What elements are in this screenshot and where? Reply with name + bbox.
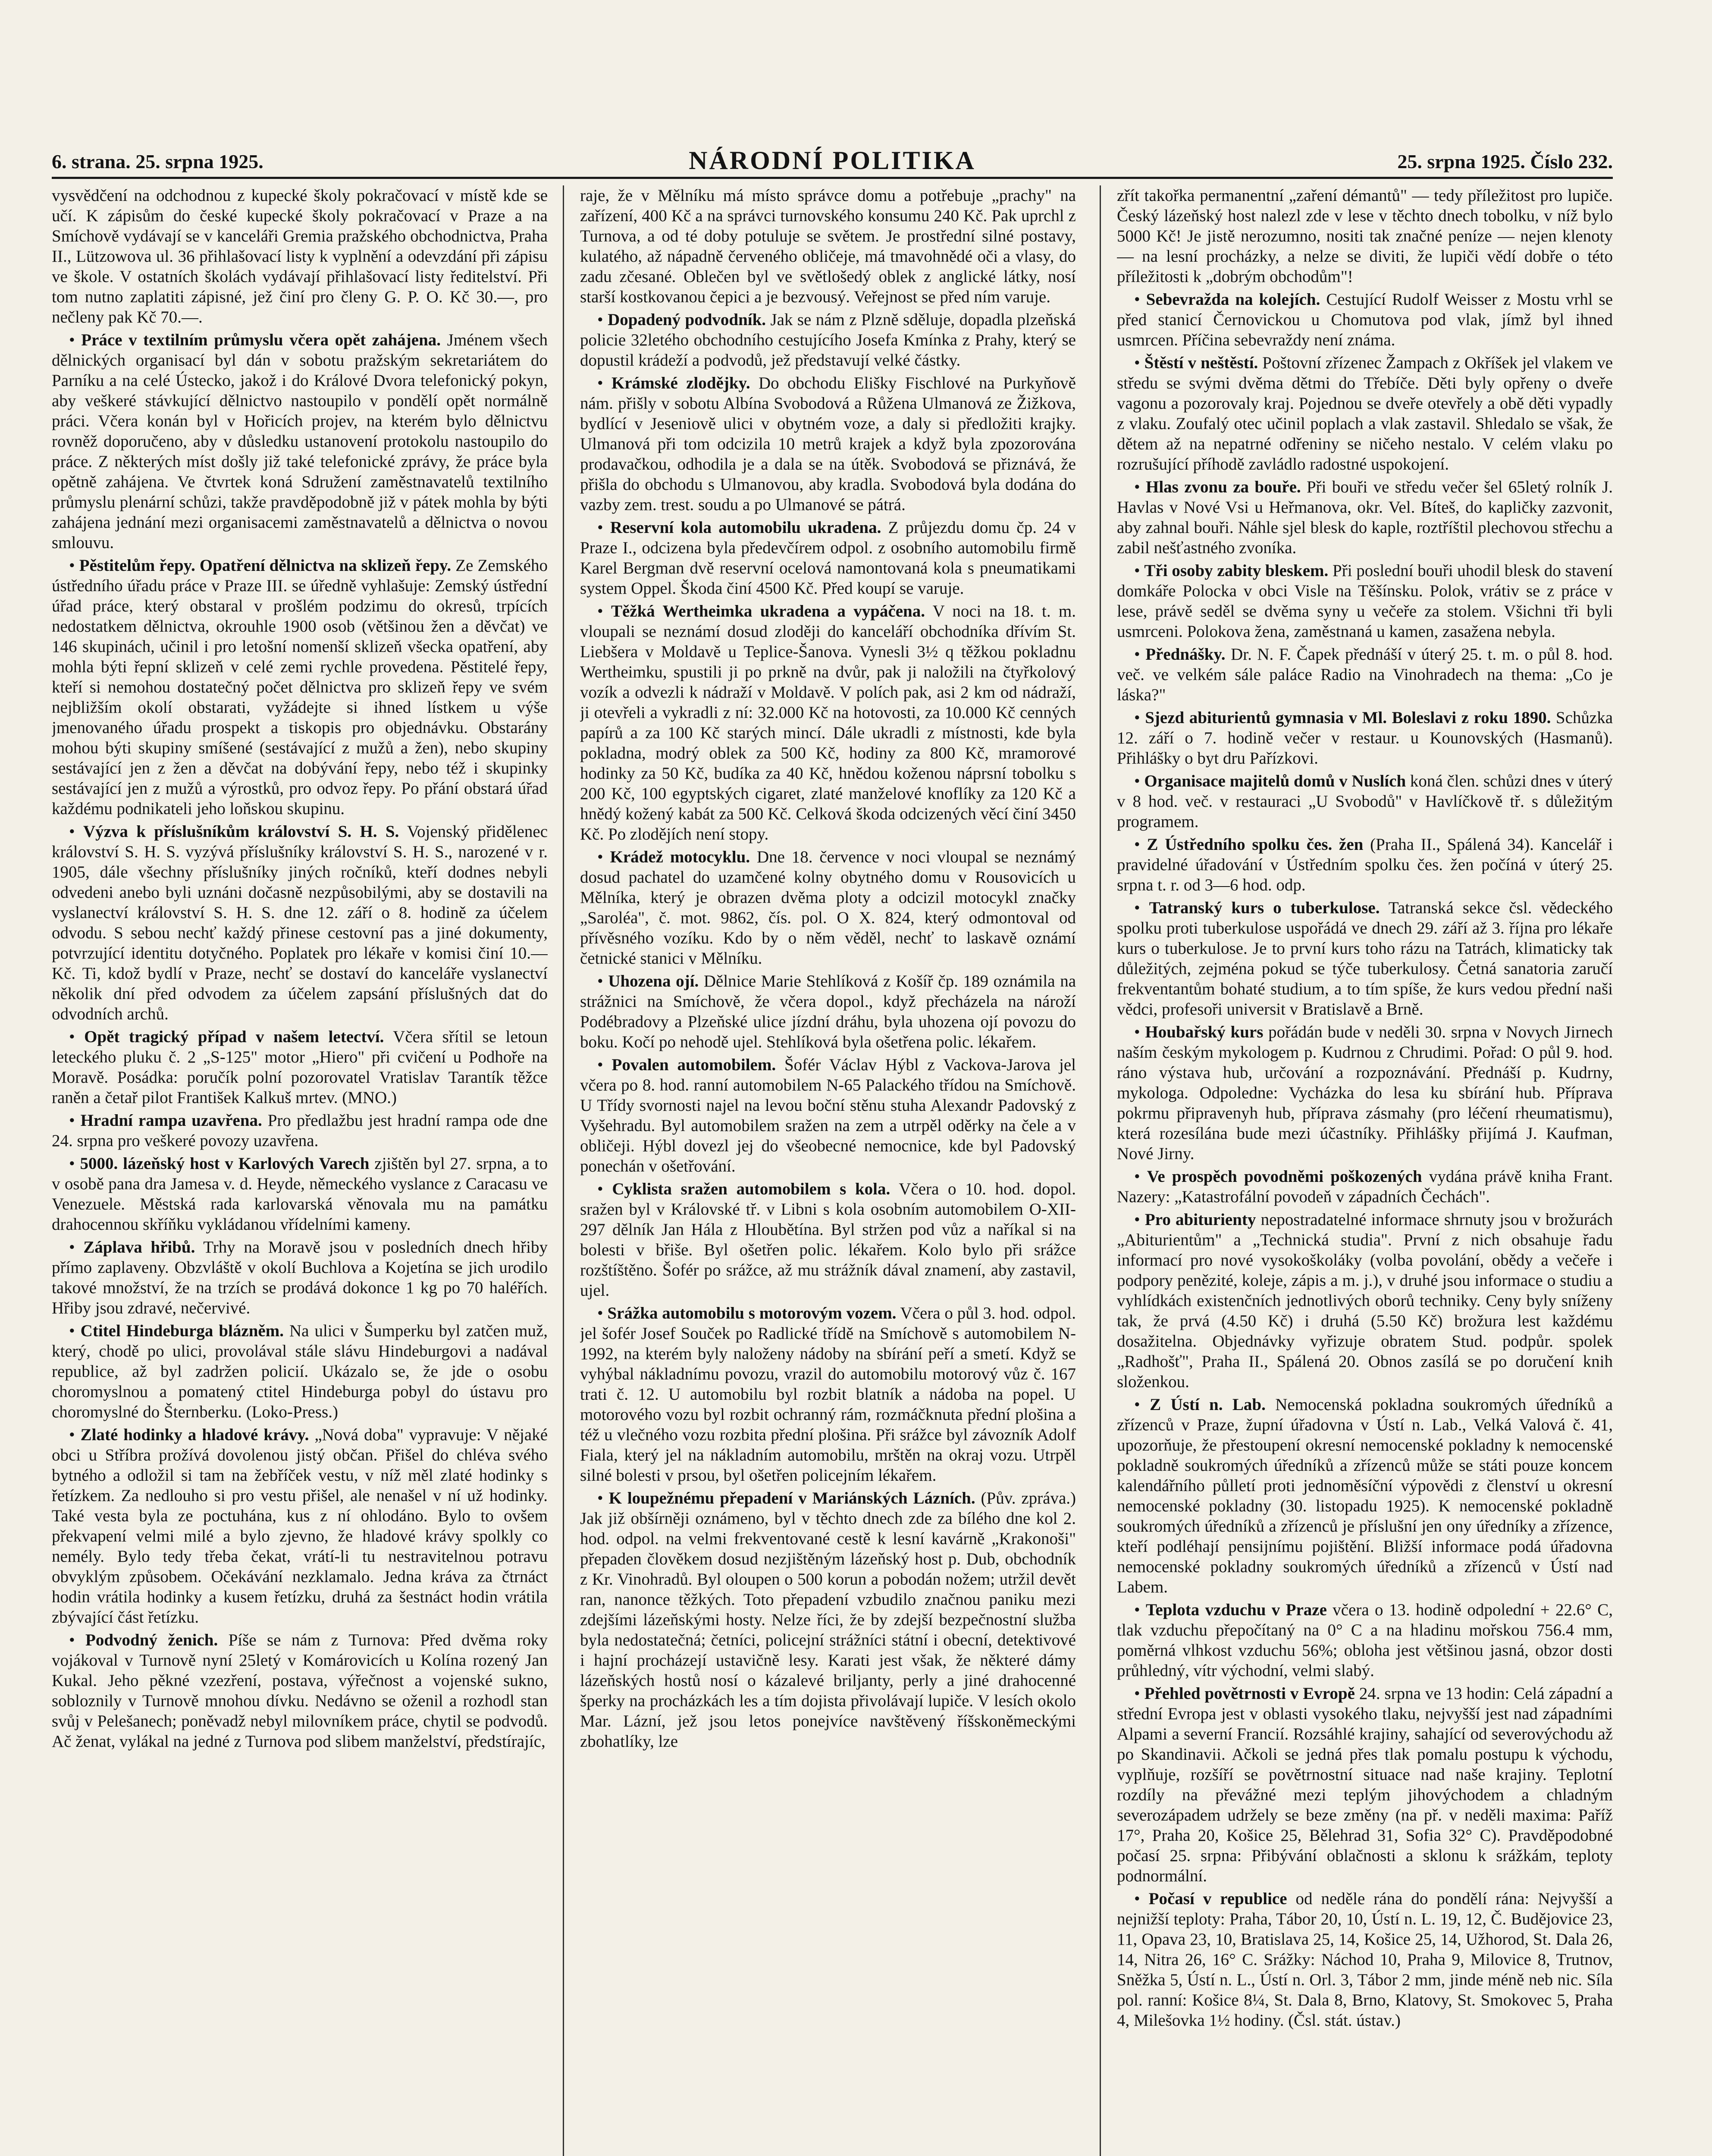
article-item: • Opět tragický případ v našem letectví. Včera sřítil se letoun leteckého pluku č. 2 „S-125" motor „Hiero" při cvičení u Podhoře na Moravě. Posádka: poručík polní pozorovatel Vratislav Tarantík těžce raněn a četař pilot František Kalkuš mrtev. (MNO.): [52, 1028, 548, 1107]
article-headline: Reservní kola automobilu ukradena.: [610, 518, 881, 537]
article-item: • Pěstitelům řepy. Opatření dělnictva na sklizeň řepy. Ze Zemského ústředního úřadu práce v Praze III. se úředně vyhlašuje: Zemský ústřední úřad práce, který obstaral v prošlém podzimu do okresů, trpících nedostatkem dělnictva, okrouhle 1900 osob (většinou žen a děvčat) ve 146 skupinách, učinil i pro letošní nomenší sklizeň všecka opatření, aby mohla býti řepní sklizeň v celé zemi rychle provedena. Pěstitelé řepy, kteří si nemohou dostatečný počet dělnictva pro sklizeň řepy ve svém nejbližším okolí obstarati, vyžádejte si ihned lístkem u výše jmenovaného úřadu prospekt a tiskopis pro objednávku. Obstarány mohou býti skupiny smíšené (sestávající z mužů a žen), nebo skupiny sestávající jen z žen a děvčat na dobývání řepy, nebo též i skupinky sestávající jen z mužů a výrostků, pro odvoz řepy. Po přání obstará úřad každému podnikateli jeho loňskou skupinu.: [52, 556, 548, 818]
article-headline: Ve prospěch povodněmi poškozených: [1147, 1167, 1422, 1186]
article-headline: Výzva k příslušníkům království S. H. S.: [83, 822, 399, 841]
article-item: • Výzva k příslušníkům království S. H. S. Vojenský přidělenec království S. H. S. vyzývá příslušníky království S. H. S., narozené v r. 1905, dále všechny příslušníky jiných ročníků, kteří dodnes nebyli odvedeni anebo byli uznáni dočasně nezpůsobilými, aby se dostavili na vyslanectví království S. H. S. dne 12. září o 8. hodině za účelem odvodu. S sebou nechť každý přinese cestovní pas a jiné dokumenty, potvrzující identitu dotyčného. Poplatek pro lékaře v komisi činí 10.— Kč. Ti, kdož bydlí v Praze, nechť se dostaví do kanceláře vyslanectví několik dní před odvodem za účelem zapsání příslušných dat do odvodních archů.: [52, 822, 548, 1023]
article-headline: Štěstí v neštěstí.: [1144, 354, 1258, 372]
article-headline: Teplota vzduchu v Praze: [1146, 1601, 1327, 1619]
article-item: [52, 185, 548, 327]
article-body: Nemocenská pokladna soukromých úředníků a zřízenců v Praze, župní úřadovna v Ústí n. Lab., Velká Valová č. 41, upozorňuje, že přestoupení okresní nemocenské pokladny k nemocenské pokladně soukromých úředníků a zřízenců může se státi pouze koncem kalendářního půlletí proti jednoměsíční výpovědi z členství u okresní nemocenské pokladny (30. listopadu 1925). K nemocenské pokladně soukromých úředníků a zřízenců je příslušní jen ony úředníky a zřízence, kteří podléhají pensijnímu pojištění. Bližší informace podá úřadovna nemocenské pokladny soukromých úředníků a zřízenců v Ústí nad Labem.: [1117, 1395, 1613, 1596]
article-body: Včera o 10. hod. dopol. sražen byl v Královské tř. v Libni s kola osobním automobilem O-XII-297 dělník Jan Hála z Hloubětína. Byl stržen pod vůz a naříkal si na bolesti v břiše. Byl ošetřen polic. lékařem. Kolo bylo při srážce rozštíštěno. Šofér po srážce, až mu strážník dával znamení, aby zastavil, ujel.: [580, 1180, 1076, 1300]
article-headline: Srážka automobilu s motorovým vozem.: [607, 1304, 897, 1322]
article-item: • Záplava hřibů. Trhy na Moravě jsou v posledních dnech hřiby přímo zaplaveny. Obzvláště v okolí Buchlova a Kojetína se jich urodilo takové množství, že na trzích se prodává dokonce 1 kg po 70 haléřích. Hřiby jsou zdravé, nečervivé.: [52, 1238, 548, 1317]
article-headline: Hlas zvonu za bouře.: [1146, 478, 1301, 496]
article-body: Jménem všech dělnických organisací byl dán v sobotu pražským sekretariátem do Parníku a na celé Ústecko, jakož i do Králové Dvora telefonický pokyn, aby veškeré stávkující dělnictvo nastoupilo v pondělí opět normálně práci. Včera konán byl v Hořicích projev, na kterém bylo dělnictvu rovněž doporučeno, aby v důsledku ustanovení protokolu nastoupilo do práce. Z některých míst došly již také telefonické zprávy, že práce byla opětně zahájena. Ve čtvrtek koná Sdružení zaměstnavatelů textilního průmyslu plenární schůzi, takže pravděpodobně již v pátek mohla by býti zahájena jednání mezi organisacemi zaměstnavatelů a dělnictva o novou smlouvu.: [52, 331, 548, 552]
article-body: (Pův. zpráva.) Jak již obšírněji oznámeno, byl v těchto dnech zde za bílého dne kol 2. hod. odpol. na velmi frekventované cestě k lesní kavárně „Krakonoši" přepaden člověkem dosud nezjištěným lázeňský host p. Dub, obchodník z Kr. Vinohradů. Byl oloupen o 500 korun a pobodán nožem; utržil devět ran, nanonce těžkých. Toto přepadení vzbudilo značnou paniku mezi zdejšími lázeňskými hosty. Nelze říci, že by zdejší bezpečnostní služba byla nedostatečná; četníci, policejní strážníci státní i obecní, detektivové i hajní procházejí ustavičně lesy. Karati jest však, že některé dámy lázeňských hostů nosí o kázalevé briljanty, perly a jiné drahocenné šperky na procházkách les a tím dojista přivolávají lupiče. V lesích okolo Mar. Lázní, jež jsou letos ponejvíce navštěvený říšskoněmeckými zbohatlíky, lze: [580, 1489, 1076, 1751]
article-item: • Přednášky. Dr. N. F. Čapek přednáší v úterý 25. t. m. o půl 8. hod. več. ve velkém sále paláce Radio na Vinohradech na thema: „Co je láska?": [1117, 645, 1613, 704]
article-body: Na ulici v Šumperku byl zatčen muž, který, chodě po ulici, provolával stále slávu Hindeburgovi a nadával republice, až byl zadržen policií. Ukázalo se, že jde o osobu choromyslnou a pomatený ctitel Hindeburga pobyl do ústavu pro choromyslné do Šternberku. (Loko-Press.): [52, 1322, 548, 1421]
article-item: • Štěstí v neštěstí. Poštovní zřízenec Žampach z Okříšek jel vlakem ve středu se svými dvěma dětmi do Třebíče. Děti byly opřeny o dveře vagonu a pozorovaly kraj. Pojednou se dveře otevřely a obě děti vypadly z vlaku. Zoufalý otec učinil poplach a vlak zastavil. Shledalo se však, že dětem až na nepatrné odřeniny se ničeho nestalo. V celém vlaku po rozrušující příhodě zavládlo radostné uspokojení.: [1117, 354, 1613, 473]
article-headline: Pěstitelům řepy. Opatření dělnictva na sklizeň řepy.: [79, 556, 452, 575]
article-headline: Organisace majitelů domů v Nuslích: [1144, 772, 1406, 790]
article-body: Dělnice Marie Stehlíková z Košíř čp. 189 oznámila na strážnici na Smíchově, že včera dopol., když přecházela na nároží Podébradovy a Plzeňské ulice jízdní dráhu, byla uhozena ojí povozu do boku. Kočí po nehodě ujel. Stehlíková byla ošetřena polic. lékařem.: [580, 972, 1076, 1051]
article-item: • Cyklista sražen automobilem s kola. Včera o 10. hod. dopol. sražen byl v Královské tř. v Libni s kola osobním automobilem O-XII-297 dělník Jan Hála z Hloubětína. Byl stržen pod vůz a naříkal si na bolesti v břiše. Byl ošetřen polic. lékařem. Kolo bylo při srážce rozštíštěno. Šofér po srážce, až mu strážník dával znamení, aby zastavil, ujel.: [580, 1180, 1076, 1300]
article-body: Pro předlažbu jest hradní rampa ode dne 24. srpna pro veškeré povozy uzavřena.: [52, 1111, 548, 1150]
article-item: • Reservní kola automobilu ukradena. Z průjezdu domu čp. 24 v Praze I., odcizena byla předevčírem odpol. z osobního automobilu firmě Karel Bergman dvě reservní ocelová namontovaná kola s pneumatikami system Oppel. Škoda činí 4500 Kč. Před koupí se varuje.: [580, 518, 1076, 598]
article-headline: Uhozena ojí.: [608, 972, 699, 990]
article-headline: Přehled povětrnosti v Evropě: [1144, 1684, 1355, 1703]
article-headline: Záplava hřibů.: [83, 1238, 195, 1257]
article-headline: Těžká Wertheimka ukradena a vypáčena.: [611, 602, 925, 620]
article-body: Píše se nám z Turnova: Před dvěma roky vojákoval v Turnově nyní 25letý v Komárovicích u Kolína rozený Jan Kukal. Jeho pěkné vzezření, postava, výřečnost a vojenské sukno, sobloznily v Turnově mnohou dívku. Nedávno se oženil a rozhodl stan svůj v Pelešanech; poněvadž nebyl milovníkem práce, chytil se podvodů. Ač ženat, vylákal na jedné z Turnova pod slibem manželství, předstírajíc,: [52, 1631, 548, 1751]
article-item: • Z Ústředního spolku čes. žen (Praha II., Spálená 34). Kancelář i pravidelné úřadování v Ústředním spolku čes. žen počíná v úterý 25. srpna t. r. od 3—6 hod. odp.: [1117, 835, 1613, 894]
header-issue-right: 25. srpna 1925. Číslo 232.: [1397, 150, 1613, 172]
article-body: V noci na 18. t. m. vloupali se neznámí dosud zloději do kanceláří obchodníka dřívím St. Liebšera v Moldavě u Teplice-Šanova. Vynesli 3½ q těžkou pokladnu Wertheimku, spustili ji po prkně na dvůr, pak ji naložili na čtyřkolový vozík a odvezli k nádraží v Moldavě. V polích pak, asi 2 km od nádraží, ji otevřeli a vykradli z ní: 32.000 Kč na hotovosti, za 10.000 Kč cenných papírů a za 100 Kč starých mincí. Dále ukradli z místnosti, kde byla pokladna, modrý oblek za 500 Kč, hodiny za 800 Kč, mramorové hodinky za 50 Kč, budíka za 40 Kč, hnědou koženou náprsní tobolku s 200 Kč, 100 egyptských cigaret, zlaté manželové knoflíky za 120 Kč a hnědý kožený kabát za 500 Kč. Celková škoda odcizených věcí činí 3450 Kč. Po zlodějích není stopy.: [580, 602, 1076, 843]
article-headline: Krádež motocyklu.: [610, 848, 750, 866]
article-item: • Srážka automobilu s motorovým vozem. Včera o půl 3. hod. odpol. jel šofér Josef Souček po Radlické třídě na Smíchově s automobilem N-1992, na kterém byly naloženy nádoby na sbírání peří a smetí. Když se vyhýbal nákladnímu povozu, vrazil do automobilu motorový vůz č. 167 trati č. 12. U automobilu byl rozbit blatník a nádoba na popel. U motorového vozu byl rozbit ochranný rám, rozmáčknuta přední plošina a též u vlečného vozu rozbita přední plošina. Při srážce byl závozník Adolf Fiala, který jel na nákladním automobilu, mrštěn na okraj vozu. Utrpěl silné bolesti v prsou, byl ošetřen policejním lékařem.: [580, 1304, 1076, 1485]
article-headline: Pro abiturienty: [1144, 1210, 1256, 1229]
article-item: • Hradní rampa uzavřena. Pro předlažbu jest hradní rampa ode dne 24. srpna pro veškeré povozy uzavřena.: [52, 1111, 548, 1150]
article-item: • Podvodný ženich. Píše se nám z Turnova: Před dvěma roky vojákoval v Turnově nyní 25letý v Komárovicích u Kolína rozený Jan Kukal. Jeho pěkné vzezření, postava, výřečnost a vojenské sukno, sobloznily v Turnově mnohou dívku. Nedávno se oženil a rozhodl stan svůj v Pelešanech; poněvadž nebyl milovníkem práce, chytil se podvodů. Ač ženat, vylákal na jedné z Turnova pod slibem manželství, předstírajíc,: [52, 1631, 548, 1751]
article-headline: Dopadený podvodník.: [608, 310, 766, 329]
article-headline: Tatranský kurs o tuberkulose.: [1149, 899, 1380, 917]
article-item: [1117, 185, 1613, 287]
article-headline: K loupežnému přepadení v Mariánských Lázních.: [608, 1489, 975, 1507]
article-headline: Opět tragický případ v našem letectví.: [84, 1028, 384, 1046]
article-item: • Houbařský kurs pořádán bude v neděli 30. srpna v Novych Jirnech naším českým mykologem p. Kudrnou z Chrudimi. Pořad: O půl 9. hod. ráno výstava hub, určování a rozpoznávání. Přednáší p. Kudrny, mykologa. Odpoledne: Vycházka do lesa ku sbírání hub. Příprava pokrmu připravenyh hub, příprava zásmahy (pro léčení rheumatismu), která rozesílána bude mezi účastníky. Přihlášky přijímá J. Kaufman, Nové Jirny.: [1117, 1023, 1613, 1163]
article-headline: Tři osoby zabity bleskem.: [1144, 561, 1329, 580]
article-body: Trhy na Moravě jsou v posledních dnech hřiby přímo zaplaveny. Obzvláště v okolí Buchlova a Kojetína se jich urodilo takové množství, že na trzích se prodává dokonce 1 kg po 70 haléřích. Hřiby jsou zdravé, nečervivé.: [52, 1238, 548, 1317]
article-item: [580, 185, 1076, 307]
article-item: • Pro abiturienty nepostradatelné informace shrnuty jsou v brožurách „Abiturientům" a „Technická studia". První z nich obsahuje řadu informací pro nové vysokoškoláky (volba povolání, obědy a večeře i podpory penězité, koleje, zápis a m. j.), v druhé jsou informace o studiu a vyhlídkách existenčních jednotlivých oborů techniky. Ceny byly sníženy tak, že prvá (4.50 Kč) i druhá (5.50 Kč) brožura lest každému dosažitelna. Objednávky vyřizuje obratem Stud. podpůr. spolek „Radhošť", Praha II., Spálená 20. Obnos zasílá se po doručení knih složenkou.: [1117, 1210, 1613, 1391]
article-body: Včera sřítil se letoun leteckého pluku č. 2 „S-125" motor „Hiero" při cvičení u Podhoře na Moravě. Posádka: poručík polní pozorovatel Vratislav Tarantík těžce raněn a četař pilot František Kalkuš mrtev. (MNO.): [52, 1028, 548, 1107]
article-body: Dne 18. července v noci vloupal se neznámý dosud pachatel do uzamčené kolny obytného domu v Rousovicích u Mělníka, který je obrazen dvěma ploty a odcizil motocykl značky „Saroléa", č. mot. 9862, čís. pol. O X. 824, který odmontoval od přívěsného vozíku. Kdo by o něm věděl, nechť to laskavě oznámí četnické stanici v Mělníku.: [580, 848, 1076, 968]
article-item: • 5000. lázeňský host v Karlových Varech zjištěn byl 27. srpna, a to v osobě pana dra Jamesa v. d. Heyde, německého vyslance z Caracasu ve Venezuele. Městská rada karlovarská věnovala mu na památku drahocennou skříňku vykládanou vřídelními kameny.: [52, 1154, 548, 1234]
article-body: Cestující Rudolf Weisser z Mostu vrhl se před stanicí Černovickou u Chomutova pod vlak, jímž byl ihned usmrcen. Příčina sebevraždy není známa.: [1117, 290, 1613, 349]
article-headline: Krámské zlodějky.: [611, 374, 750, 392]
article-item: • Ve prospěch povodněmi poškozených vydána právě kniha Frant. Nazery: „Katastrofální povodeň v západních Čechách".: [1117, 1167, 1613, 1206]
article-item: • Tři osoby zabity bleskem. Při poslední bouři uhodil blesk do stavení domkáře Polocka v obci Visle na Těšínsku. Polok, vrátiv se z práce v lese, právě seděl se dvěma syny u večeře za stolem. Všichni tři byli usmrceni. Polokova žena, zaměstnaná u kamen, zasažena nebyla.: [1117, 561, 1613, 641]
article-item: • Teplota vzduchu v Praze včera o 13. hodině odpolední + 22.6° C, tlak vzduchu přepočítaný na 0° C a na hladinu mořskou 756.4 mm, poměrná vlhkost vzduchu 56%; obloha jest většinou jasná, obzor dosti průhledný, vítr východní, velmi slabý.: [1117, 1601, 1613, 1680]
article-body: Schůzka 12. září o 7. hodině večer v restaur. u Kounovských (Hasmanů). Přihlášky o byt dru Pařízkovi.: [1117, 708, 1613, 768]
article-body: Při poslední bouři uhodil blesk do stavení domkáře Polocka v obci Visle na Těšínsku. Polok, vrátiv se z práce v lese, právě seděl se dvěma syny u večeře za stolem. Všichni tři byli usmrceni. Polokova žena, zaměstnaná u kamen, zasažena nebyla.: [1117, 561, 1613, 641]
masthead-title: NÁRODNÍ POLITIKA: [689, 146, 976, 175]
article-body: včera o 13. hodině odpolední + 22.6° C, tlak vzduchu přepočítaný na 0° C a na hladinu mořskou 756.4 mm, poměrná vlhkost vzduchu 56%; obloha jest většinou jasná, obzor dosti průhledný, vítr východní, velmi slabý.: [1117, 1601, 1613, 1680]
article-headline: Podvodný ženich.: [85, 1631, 218, 1649]
page-header: [52, 142, 1613, 179]
article-body: vysvědčení na odchodnou z kupecké školy pokračovací v místě kde se učí. K zápisům do české kupecké školy pokračovací v Praze a na Smíchově vydávají se v kanceláři Gremia pražského obchodnictva, Praha II., Lützowova ul. 36 přihlašovací listy k vyplnění a odevzdání při zápisu ve škole. V ostatních školách vydávají přihlašovací listy ředitelství. Při tom nutno zaplatiti zápisné, jež činí pro členy G. P. O. Kč 30.—, pro nečleny pak Kč 70.—.: [52, 186, 548, 326]
article-headline: Sebevražda na kolejích.: [1146, 290, 1320, 309]
article-item: • Krádež motocyklu. Dne 18. července v noci vloupal se neznámý dosud pachatel do uzamčené kolny obytného domu v Rousovicích u Mělníka, který je obrazen dvěma ploty a odcizil motocykl značky „Saroléa", č. mot. 9862, čís. pol. O X. 824, který odmontoval od přívěsného vozíku. Kdo by o něm věděl, nechť to laskavě oznámí četnické stanici v Mělníku.: [580, 848, 1076, 968]
article-headline: Z Ústí n. Lab.: [1150, 1395, 1266, 1414]
article-body: Jak se nám z Plzně sděluje, dopadla plzeňská policie 32letého obchodního cestujícího Josefa Kmínka z Prahy, který se dopustil krádeží a podvodů, jež představují velké částky.: [580, 310, 1076, 370]
article-item: • Krámské zlodějky. Do obchodu Elišky Fischlové na Purkyňově nám. přišly v sobotu Albína Svobodová a Růžena Ulmanová ze Žižkova, bydlící v Jeseniově ulici v obytném voze, a daly si předložiti krajky. Ulmanová při tom odcizila 10 metrů krajek a když byla zpozorována prodavačkou, odhodila je a dala se na útěk. Svobodová se přiznává, že přišla do obchodu s Ulmanovou, aby kradla. Svobodová byla dodána do vazby zem. trest. soudu a po Ulmanové se pátrá.: [580, 374, 1076, 514]
article-item: • K loupežnému přepadení v Mariánských Lázních. (Pův. zpráva.) Jak již obšírněji oznámeno, byl v těchto dnech zde za bílého dne kol 2. hod. odpol. na velmi frekventované cestě k lesní kavárně „Krakonoši" přepaden člověkem dosud nezjištěným lázeňský host p. Dub, obchodník z Kr. Vinohradů. Byl oloupen o 500 korun a pobodán nožem; utržil devět ran, nanonce těžkých. Toto přepadení vzbudilo značnou paniku mezi zdejšími lázeňskými hosty. Nelze říci, že by zdejší bezpečnostní služba byla nedostatečná; četníci, policejní strážníci státní i obecní, detektivové i hajní procházejí ustavičně lesy. Karati jest však, že některé dámy lázeňských hostů nosí o kázalevé briljanty, perly a jiné drahocenné šperky na procházkách les a tím dojista přivolávají lupiče. V lesích okolo Mar. Lázní, jež jsou letos ponejvíce navštěvený říšskoněmeckými zbohatlíky, lze: [580, 1489, 1076, 1751]
article-item: • Ctitel Hindeburga blázněm. Na ulici v Šumperku byl zatčen muž, který, chodě po ulici, provolával stále slávu Hindeburgovi a nadával republice, až byl zadržen policií. Ukázalo se, že jde o osobu choromyslnou a pomatený ctitel Hindeburga pobyl do ústavu pro choromyslné do Šternberku. (Loko-Press.): [52, 1322, 548, 1421]
column-1: [52, 185, 548, 2156]
article-headline: 5000. lázeňský host v Karlových Varech: [80, 1154, 370, 1173]
article-headline: Ctitel Hindeburga blázněm.: [80, 1322, 284, 1340]
article-item: • Dopadený podvodník. Jak se nám z Plzně sděluje, dopadla plzeňská policie 32letého obchodního cestujícího Josefa Kmínka z Prahy, který se dopustil krádeží a podvodů, jež představují velké částky.: [580, 310, 1076, 370]
article-body: Při bouři ve středu večer šel 65letý rolník J. Havlas v Nové Vsi u Heřmanova, okr. Vel. Bíteš, do kapličky zazvonit, aby zahnal bouři. Náhle sjel blesk do kaple, roztříštil plechovou střechu a zabil nešťastného zvoníka.: [1117, 478, 1613, 557]
article-body: „Nová doba" vypravuje: V nějaké obci u Stříbra prožívá dovolenou jistý občan. Přišel do chléva svého bytného a odložil si tam na žebříček vestu, v níž měl zlaté hodinky s řetízkem. Za nedlouho si pro vestu přišel, ale nenašel v ní už hodinky. Také vesta byla ze poctuhána, kus z ní ohlodáno. Bylo to ovšem překvapení velmi milé a bylo zjevno, že hladové krávy spolkly co nemély. Bylo tedy třeba čekat, vrátí-li tu nestravitelnou potravu obvyklým způsobem. Očekávání nezklamalo. Jedna kráva za čtrnáct hodin vrátila hodinky a kusem řetízku, druhá za šestnáct hodin vrátila zbývající část řetízku.: [52, 1426, 548, 1626]
article-headline: Počasí v republice: [1148, 1890, 1287, 1908]
article-item: • Sjezd abiturientů gymnasia v Ml. Boleslavi z roku 1890. Schůzka 12. září o 7. hodině večer v restaur. u Kounovských (Hasmanů). Přihlášky o byt dru Pařízkovi.: [1117, 708, 1613, 768]
article-headline: Zlaté hodinky a hladové krávy.: [80, 1426, 309, 1444]
article-item: • Z Ústí n. Lab. Nemocenská pokladna soukromých úředníků a zřízenců v Praze, župní úřadovna v Ústí n. Lab., Velká Valová č. 41, upozorňuje, že přestoupení okresní nemocenské pokladny k nemocenské pokladně soukromých úředníků a zřízenců může se státi pouze koncem kalendářního půlletí proti jednoměsíční výpovědi z členství u okresní nemocenské pokladny (30. listopadu 1925). K nemocenské pokladně soukromých úředníků a zřízenců je příslušní jen ony úředníky a zřízence, kteří podléhají pensijnímu pojištění. Bližší informace podá úřadovna nemocenské pokladny soukromých úředníků a zřízenců v Ústí nad Labem.: [1117, 1395, 1613, 1596]
article-body: Z průjezdu domu čp. 24 v Praze I., odcizena byla předevčírem odpol. z osobního automobilu firmě Karel Bergman dvě reservní ocelová namontovaná kola s pneumatikami system Oppel. Škoda činí 4500 Kč. Před koupí se varuje.: [580, 518, 1076, 598]
article-headline: Z Ústředního spolku čes. žen: [1147, 835, 1364, 854]
article-body: Tatranská sekce čsl. vědeckého spolku proti tuberkulose uspořádá ve dnech 29. září až 3. října pro lékaře kurs o tuberkulose. Je to první kurs toho rázu na Tatrách, klimaticky tak důležitých, zejména pokud se týče tuberkulosy. Četná sanatoria zaručí frekventantům bohaté studium, a to tím spíše, že kurs vedou přední naši vědci, profesoři universit v Bratislavě a Brně.: [1117, 899, 1613, 1018]
article-item: • Uhozena ojí. Dělnice Marie Stehlíková z Košíř čp. 189 oznámila na strážnici na Smíchově, že včera dopol., když přecházela na nároží Podébradovy a Plzeňské ulice jízdní dráhu, byla uhozena ojí povozu do boku. Kočí po nehodě ujel. Stehlíková byla ošetřena polic. lékařem.: [580, 972, 1076, 1051]
article-item: • Těžká Wertheimka ukradena a vypáčena. V noci na 18. t. m. vloupali se neznámí dosud zloději do kanceláří obchodníka dřívím St. Liebšera v Moldavě u Teplice-Šanova. Vynesli 3½ q těžkou pokladnu Wertheimku, spustili ji po prkně na dvůr, pak ji naložili na čtyřkolový vozík a odvezli k nádraží v Moldavě. V polích pak, asi 2 km od nádraží, ji otevřeli a vykradli z ní: 32.000 Kč na hotovosti, za 10.000 Kč cenných papírů a za 100 Kč starých mincí. Dále ukradli z místnosti, kde byla pokladna, modrý oblek za 500 Kč, hodiny za 800 Kč, mramorové hodinky za 50 Kč, budíka za 40 Kč, hnědou koženou náprsní tobolku s 200 Kč, 100 egyptských cigaret, zlaté manželové knoflíky za 120 Kč a hnědý kožený kabát za 500 Kč. Celková škoda odcizených věcí činí 3450 Kč. Po zlodějích není stopy.: [580, 602, 1076, 843]
article-headline: Přednášky.: [1145, 645, 1226, 664]
article-body: zjištěn byl 27. srpna, a to v osobě pana dra Jamesa v. d. Heyde, německého vyslance z Caracasu ve Venezuele. Městská rada karlovarská věnovala mu na památku drahocennou skříňku vykládanou vřídelními kameny.: [52, 1154, 548, 1234]
article-body: 24. srpna ve 13 hodin: Celá západní a střední Evropa jest v oblasti vysokého tlaku, nejvyšší jest nad západními Alpami a severní Francií. Rozsáhlé krajiny, sahající od severovýchodu až po Skandinavii. Ačkoli se jedná přes tlak pomalu postupu k východu, vyplňuje, rozšíří se povětrnostní situace nad naše krajiny. Teplotní rozdíly na převážné mezi teplým jihovýchodem a chladným severozápadem udržely se beze změny (na př. v neděli maxima: Paříž 17°, Praha 20, Košice 25, Bělehrad 31, Sofia 32° C). Pravděpodobné počasí 25. srpna: Přibývání oblačnosti a sklonu k srážkám, teploty podnormální.: [1117, 1684, 1613, 1885]
article-body: Včera o půl 3. hod. odpol. jel šofér Josef Souček po Radlické třídě na Smíchově s automobilem N-1992, na kterém byly naloženy nádoby na sbírání peří a smetí. Když se vyhýbal nákladnímu povozu, vrazil do automobilu motorový vůz č. 167 trati č. 12. U automobilu byl rozbit blatník a nádoba na popel. U motorového vozu byl rozbit ochranný rám, rozmáčknuta přední plošina a též u vlečného vozu rozbita přední plošina. Při srážce byl závozník Adolf Fiala, který jel na nákladním automobilu, mrštěn na okraj vozu. Utrpěl silné bolesti v prsou, byl ošetřen policejním lékařem.: [580, 1304, 1076, 1485]
article-headline: Sjezd abiturientů gymnasia v Ml. Boleslavi z roku 1890.: [1145, 708, 1551, 727]
article-item: • Povalen automobilem. Šofér Václav Hýbl z Vackova-Jarova jel včera po 8. hod. ranní automobilem N-65 Palackého třídou na Smíchově. U Třídy svornosti najel na levou boční stěnu stuha Alexandr Padovský z Vyšehradu. Byl automobilem sražen na zem a utrpěl oděrky na čele a v obličeji. Hýbl dovezl jej do všeobecné nemocnice, kde byl Padovský ponechán v ošetřování.: [580, 1056, 1076, 1175]
article-headline: Houbařský kurs: [1145, 1023, 1264, 1041]
column-2: [580, 185, 1076, 2156]
article-body: od neděle rána do pondělí rána: Nejvyšší a nejnižší teploty: Praha, Tábor 20, 10, Ústí n. L. 19, 12, Č. Budějovice 23, 11, Opava 23, 10, Bratislava 25, 14, Košice 25, 14, Užhorod, St. Dala 26, 14, Nitra 26, 16° C. Srážky: Náchod 10, Praha 9, Milovice 8, Trutnov, Sněžka 5, Ústí n. L., Ústí n. Orl. 3, Tábor 2 mm, jinde méně neb nic. Síla pol. ranní: Košice 8¼, St. Dala 8, Brno, Klatovy, St. Smokovec 5, Praha 4, Milešovka 1½ hodiny. (Čsl. stát. ústav.): [1117, 1890, 1613, 2030]
article-item: • Zlaté hodinky a hladové krávy. „Nová doba" vypravuje: V nějaké obci u Stříbra prožívá dovolenou jistý občan. Přišel do chléva svého bytného a odložil si tam na žebříček vestu, v níž měl zlaté hodinky s řetízkem. Za nedlouho si pro vestu přišel, ale nenašel v ní už hodinky. Také vesta byla ze poctuhána, kus z ní ohlodáno. Bylo to ovšem překvapení velmi milé a bylo zjevno, že hladové krávy spolkly co nemély. Bylo tedy třeba čekat, vrátí-li tu nestravitelnou potravu obvyklým způsobem. Očekávání nezklamalo. Jedna kráva za čtrnáct hodin vrátila hodinky a kusem řetízku, druhá za šestnáct hodin vrátila zbývající část řetízku.: [52, 1426, 548, 1626]
article-item: • Přehled povětrnosti v Evropě 24. srpna ve 13 hodin: Celá západní a střední Evropa jest v oblasti vysokého tlaku, nejvyšší jest nad západními Alpami a severní Francií. Rozsáhlé krajiny, sahající od severovýchodu až po Skandinavii. Ačkoli se jedná přes tlak pomalu postupu k východu, vyplňuje, rozšíří se povětrnostní situace nad naše krajiny. Teplotní rozdíly na převážné mezi teplým jihovýchodem a chladným severozápadem udržely se beze změny (na př. v neděli maxima: Paříž 17°, Praha 20, Košice 25, Bělehrad 31, Sofia 32° C). Pravděpodobné počasí 25. srpna: Přibývání oblačnosti a sklonu k srážkám, teploty podnormální.: [1117, 1684, 1613, 1885]
article-headline: Hradní rampa uzavřena.: [80, 1111, 262, 1130]
article-body: koná člen. schůzi dnes v úterý v 8 hod. več. v restauraci „U Svobodů" v Havlíčkově tř. s důležitým programem.: [1117, 772, 1613, 831]
article-headline: Povalen automobilem.: [611, 1056, 776, 1074]
article-body: Do obchodu Elišky Fischlové na Purkyňově nám. přišly v sobotu Albína Svobodová a Růžena Ulmanová ze Žižkova, bydlící v Jeseniově ulici v obytném voze, a daly si předložiti krajky. Ulmanová při tom odcizila 10 metrů krajek a když byla zpozorována prodavačkou, odhodila je a dala se na útěk. Svobodová se přiznává, že přišla do obchodu s Ulmanovou, aby kradla. Svobodová byla dodána do vazby zem. trest. soudu a po Ulmanové se pátrá.: [580, 374, 1076, 514]
article-body: Dr. N. F. Čapek přednáší v úterý 25. t. m. o půl 8. hod. več. ve velkém sále paláce Radio na Vinohradech na thema: „Co je láska?": [1117, 645, 1613, 704]
column-divider-2: [1100, 185, 1101, 2156]
article-body: (Praha II., Spálená 34). Kancelář i pravidelné úřadování v Ústředním spolku čes. žen počíná v úterý 25. srpna t. r. od 3—6 hod. odp.: [1117, 835, 1613, 894]
column-divider-1: [563, 185, 564, 2156]
article-item: • Počasí v republice od neděle rána do pondělí rána: Nejvyšší a nejnižší teploty: Praha, Tábor 20, 10, Ústí n. L. 19, 12, Č. Budějovice 23, 11, Opava 23, 10, Bratislava 25, 14, Košice 25, 14, Užhorod, St. Dala 26, 14, Nitra 26, 16° C. Srážky: Náchod 10, Praha 9, Milovice 8, Trutnov, Sněžka 5, Ústí n. L., Ústí n. Orl. 3, Tábor 2 mm, jinde méně neb nic. Síla pol. ranní: Košice 8¼, St. Dala 8, Brno, Klatovy, St. Smokovec 5, Praha 4, Milešovka 1½ hodiny. (Čsl. stát. ústav.): [1117, 1890, 1613, 2030]
article-body: pořádán bude v neděli 30. srpna v Novych Jirnech naším českým mykologem p. Kudrnou z Chrudimi. Pořad: O půl 9. hod. ráno výstava hub, určování a rozpoznávání. Přednáší p. Kudrny, mykologa. Odpoledne: Vycházka do lesa ku sbírání hub. Příprava pokrmu připravenyh hub, příprava zásmahy (pro léčení rheumatismu), která rozesílána bude mezi účastníky. Přihlášky přijímá J. Kaufman, Nové Jirny.: [1117, 1023, 1613, 1163]
article-body: raje, že v Mělníku má místo správce domu a potřebuje „prachy" na zařízení, 400 Kč a na správci turnovského konsumu 240 Kč. Pak uprchl z Turnova, a od té doby potuluje se světem. Je prostřední silné postavy, kulatého, až nápadně červeného obličeje, má tmavohnědé oči a vlasy, do zadu zčesané. Oblečen byl ve světlošedý oblek z anglické látky, nosí starší kostkovanou čepici a je bezvousý. Veřejnost se před ním varuje.: [580, 186, 1076, 306]
article-body: nepostradatelné informace shrnuty jsou v brožurách „Abiturientům" a „Technická studia". První z nich obsahuje řadu informací pro nové vysokoškoláky (volba povolání, obědy a večeře i podpory penězité, koleje, zápis a m. j.), v druhé jsou informace o studiu a vyhlídkách existenčních jednotlivých oborů techniky. Ceny byly sníženy tak, že prvá (4.50 Kč) i druhá (5.50 Kč) brožura lest každému dosažitelna. Objednávky vyřizuje obratem Stud. podpůr. spolek „Radhošť", Praha II., Spálená 20. Obnos zasílá se po doručení knih složenkou.: [1117, 1210, 1613, 1391]
article-body: Vojenský přidělenec království S. H. S. vyzývá příslušníky království S. H. S., narozené v r. 1905, dále všechny příslušníky jiných ročníků, kteří dodnes nebyli odvedeni anebo byli uznáni dočasně nezpůsobilými, aby se dostavili na vyslanectví království S. H. S. dne 12. září o 8. hodině za účelem odvodu. S sebou nechť každý přinese cestovní pas a jiné dokumenty, potvrzující identitu dotyčného. Poplatek pro lékaře v komisi činí 10.— Kč. Ti, kdož bydlí v Praze, nechť se dostaví do kanceláře vyslanectví několik dní před odvodem za účelem zapsání příslušných dat do odvodních archů.: [52, 822, 548, 1023]
article-item: • Práce v textilním průmyslu včera opět zahájena. Jménem všech dělnických organisací byl dán v sobotu pražským sekretariátem do Parníku a na celé Ústecko, jakož i do Králové Dvora telefonický pokyn, aby veškeré stávkující dělnictvo nastoupilo v pondělí opět normálně práci. Včera konán byl v Hořicích projev, na kterém bylo dělnictvu rovněž doporučeno, aby v důsledku ustanovení protokolu nastoupilo do práce. Z některých míst došly již také telefonické zprávy, že práce byla opětně zahájena. Ve čtvrtek koná Sdružení zaměstnavatelů textilního průmyslu plenární schůzi, takže pravděpodobně již v pátek mohla by býti zahájena jednání mezi organisacemi zaměstnavatelů a dělnictva o novou smlouvu.: [52, 331, 548, 552]
article-body: Šofér Václav Hýbl z Vackova-Jarova jel včera po 8. hod. ranní automobilem N-65 Palackého třídou na Smíchově. U Třídy svornosti najel na levou boční stěnu stuha Alexandr Padovský z Vyšehradu. Byl automobilem sražen na zem a utrpěl oděrky na čele a v obličeji. Hýbl dovezl jej do všeobecné nemocnice, kde byl Padovský ponechán v ošetřování.: [580, 1056, 1076, 1175]
column-3: [1117, 185, 1613, 2156]
article-headline: Práce v textilním průmyslu včera opět zahájena.: [81, 331, 441, 349]
article-body: vydána právě kniha Frant. Nazery: „Katastrofální povodeň v západních Čechách".: [1117, 1167, 1613, 1206]
article-body: Ze Zemského ústředního úřadu práce v Praze III. se úředně vyhlašuje: Zemský ústřední úřad práce, který obstaral v prošlém podzimu do okresů, trpících nedostatkem dělnictva, okrouhle 1900 osob (většinou žen a děvčat) ve 146 skupinách, učinil i pro letošní nomenší sklizeň všecka opatření, aby mohla býti řepní sklizeň v celé zemi rychle provedena. Pěstitelé řepy, kteří si nemohou dostatečný počet dělnictva pro sklizeň řepy ve svém nejbližším okolí obstarati, vyžádejte si ihned lístkem u výše jmenovaného úřadu prospekt a tiskopis pro objednávku. Obstarány mohou býti skupiny smíšené (sestávající z mužů a žen), nebo skupiny sestávající jen z žen a děvčat na dobývání řepy, nebo též i skupinky sestávající jen z mužů a výrostků, pro odvoz řepy. Po přání obstará úřad každému podnikateli jeho loňskou skupinu.: [52, 556, 548, 818]
header-date-left: 6. strana. 25. srpna 1925.: [52, 150, 263, 172]
article-item: • Hlas zvonu za bouře. Při bouři ve středu večer šel 65letý rolník J. Havlas v Nové Vsi u Heřmanova, okr. Vel. Bíteš, do kapličky zazvonit, aby zahnal bouři. Náhle sjel blesk do kaple, roztříštil plechovou střechu a zabil nešťastného zvoníka.: [1117, 478, 1613, 557]
article-item: • Sebevražda na kolejích. Cestující Rudolf Weisser z Mostu vrhl se před stanicí Černovickou u Chomutova pod vlak, jímž byl ihned usmrcen. Příčina sebevraždy není známa.: [1117, 290, 1613, 349]
article-item: • Tatranský kurs o tuberkulose. Tatranská sekce čsl. vědeckého spolku proti tuberkulose uspořádá ve dnech 29. září až 3. října pro lékaře kurs o tuberkulose. Je to první kurs toho rázu na Tatrách, klimaticky tak důležitých, zejména pokud se týče tuberkulosy. Četná sanatoria zaručí frekventantům bohaté studium, a to tím spíše, že kurs vedou přední naši vědci, profesoři universit v Bratislavě a Brně.: [1117, 899, 1613, 1018]
article-body: zřít takořka permanentní „zaření démantů" — tedy příležitost pro lupiče. Český lázeňský host nalezl zde v lese v těchto dnech tobolku, v níž bylo 5000 Kč! Je jistě nerozumno, nositi tak značné peníze — nejen klenoty — na lesní procházky, a nelze se diviti, že lupiči vědí dobře o této příležitosti k „dobrým obchodům"!: [1117, 186, 1613, 286]
article-headline: Cyklista sražen automobilem s kola.: [612, 1180, 890, 1198]
article-body: Poštovní zřízenec Žampach z Okříšek jel vlakem ve středu se svými dvěma dětmi do Třebíče. Děti byly opřeny o dveře vagonu a pozorovaly kraj. Pojednou se dveře otevřely a obě děti vypadly z vlaku. Zoufalý otec učinil poplach a vlak zastavil. Shledalo se však, že dětem až na nepatrné odřeniny se ničeho nestalo. V celém vlaku po rozrušující příhodě zavládlo radostné uspokojení.: [1117, 354, 1613, 473]
article-item: • Organisace majitelů domů v Nuslích koná člen. schůzi dnes v úterý v 8 hod. več. v restauraci „U Svobodů" v Havlíčkově tř. s důležitým programem.: [1117, 772, 1613, 831]
